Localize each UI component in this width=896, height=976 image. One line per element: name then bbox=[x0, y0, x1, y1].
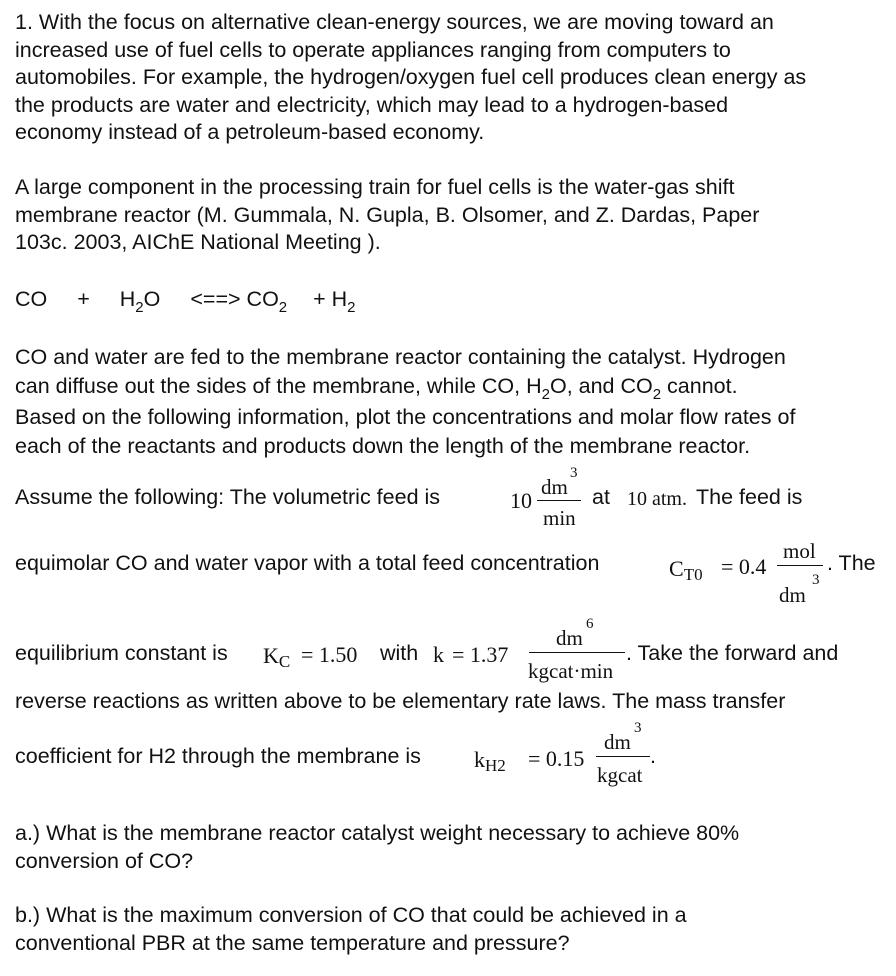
feed-text: equimolar CO and water vapor with a total feed concentration bbox=[15, 551, 600, 575]
k-units-fraction: dm 6 kgcat·min bbox=[525, 617, 627, 687]
text-line: a.) What is the membrane reactor catalyst weight necessary to achieve 80% bbox=[15, 821, 740, 845]
k-value: = 1.37 bbox=[452, 642, 509, 667]
mtc-text: coefficient for H2 through the membrane is bbox=[15, 744, 421, 768]
question-a bbox=[15, 820, 887, 875]
rate-law-text: reverse reactions as written above to be elementary rate laws. The mass transfer bbox=[15, 689, 786, 713]
text-line: CO and water are fed to the membrane reactor containing the catalyst. Hydrogen bbox=[15, 345, 786, 369]
feed-pressure: 10 atm. bbox=[627, 488, 687, 510]
kc-symbol: KC bbox=[263, 643, 291, 671]
text-line: A large component in the processing train for fuel cells is the water-gas shift bbox=[15, 175, 735, 199]
ct0-value: = 0.4 bbox=[721, 554, 767, 579]
reactor-paragraph bbox=[15, 174, 887, 257]
reaction-equation bbox=[15, 286, 356, 315]
kh2-symbol: kH2 bbox=[474, 747, 506, 775]
text-line: the products are water and electricity, which may lead to a hydrogen-based bbox=[15, 92, 729, 117]
product-co2: $CO_2$ bbox=[246, 287, 288, 316]
text-line: each of the reactants and products down the length of the membrane reactor. bbox=[15, 434, 751, 458]
product-h2: + $H_2$ bbox=[313, 287, 356, 316]
forward-text: . Take the forward and bbox=[626, 641, 839, 665]
text-line: 103c. 2003, AIChE National Meeting ). bbox=[15, 230, 381, 254]
text-line: 1. With the focus on alternative clean-energy sources, we are moving toward an bbox=[15, 10, 774, 34]
feed-coefficient: 10 bbox=[510, 488, 532, 513]
text-line: economy instead of a petroleum-based economy. bbox=[15, 120, 485, 144]
text-line: increased use of fuel cells to operate appliances ranging from computers to bbox=[15, 37, 731, 62]
ct0-units-fraction: mol dm 3 bbox=[775, 537, 827, 611]
reactant-h2o: $H_2O$ bbox=[119, 287, 161, 316]
with-text: with bbox=[380, 641, 419, 665]
feed-units-fraction: dm 3 min bbox=[537, 466, 582, 530]
text-line: conventional PBR at the same temperature and pressure? bbox=[15, 930, 570, 955]
kc-value: = 1.50 bbox=[301, 642, 358, 667]
period-text: . bbox=[650, 744, 656, 768]
ct0-symbol: CT0 bbox=[669, 556, 703, 584]
kh2-value: = 0.15 bbox=[528, 746, 585, 771]
kc-text: equilibrium constant is bbox=[15, 641, 228, 665]
k-symbol: k bbox=[433, 642, 444, 667]
text-line: membrane reactor (M. Gummala, N. Gupla, B. Olsomer, and Z. Dardas, Paper bbox=[15, 202, 760, 227]
assume-text: Assume the following: The volumetric feed is bbox=[15, 485, 441, 509]
plus-sign: + bbox=[77, 287, 90, 311]
intro-paragraph bbox=[15, 9, 887, 147]
feed-is-text: The feed is bbox=[696, 485, 803, 509]
at-text: at bbox=[592, 485, 610, 509]
equilibrium-arrow: <==> bbox=[190, 287, 241, 311]
text-line: can diffuse out the sides of the membrane, while CO, $H_2O$, and $CO_2$ cannot. bbox=[15, 374, 738, 403]
text-line: b.) What is the maximum conversion of CO that could be achieved in a bbox=[15, 903, 687, 927]
the-text: . The bbox=[827, 551, 876, 575]
membrane-paragraph bbox=[15, 343, 887, 461]
question-b bbox=[15, 902, 887, 957]
reactant-co: CO bbox=[15, 287, 48, 311]
text-line: Based on the following information, plot the concentrations and molar flow rates of bbox=[15, 405, 796, 429]
text-line: conversion of CO? bbox=[15, 848, 194, 873]
text-line: automobiles. For example, the hydrogen/oxygen fuel cell produces clean energy as bbox=[15, 65, 807, 89]
kh2-units-fraction: dm 3 kgcat bbox=[594, 721, 654, 791]
